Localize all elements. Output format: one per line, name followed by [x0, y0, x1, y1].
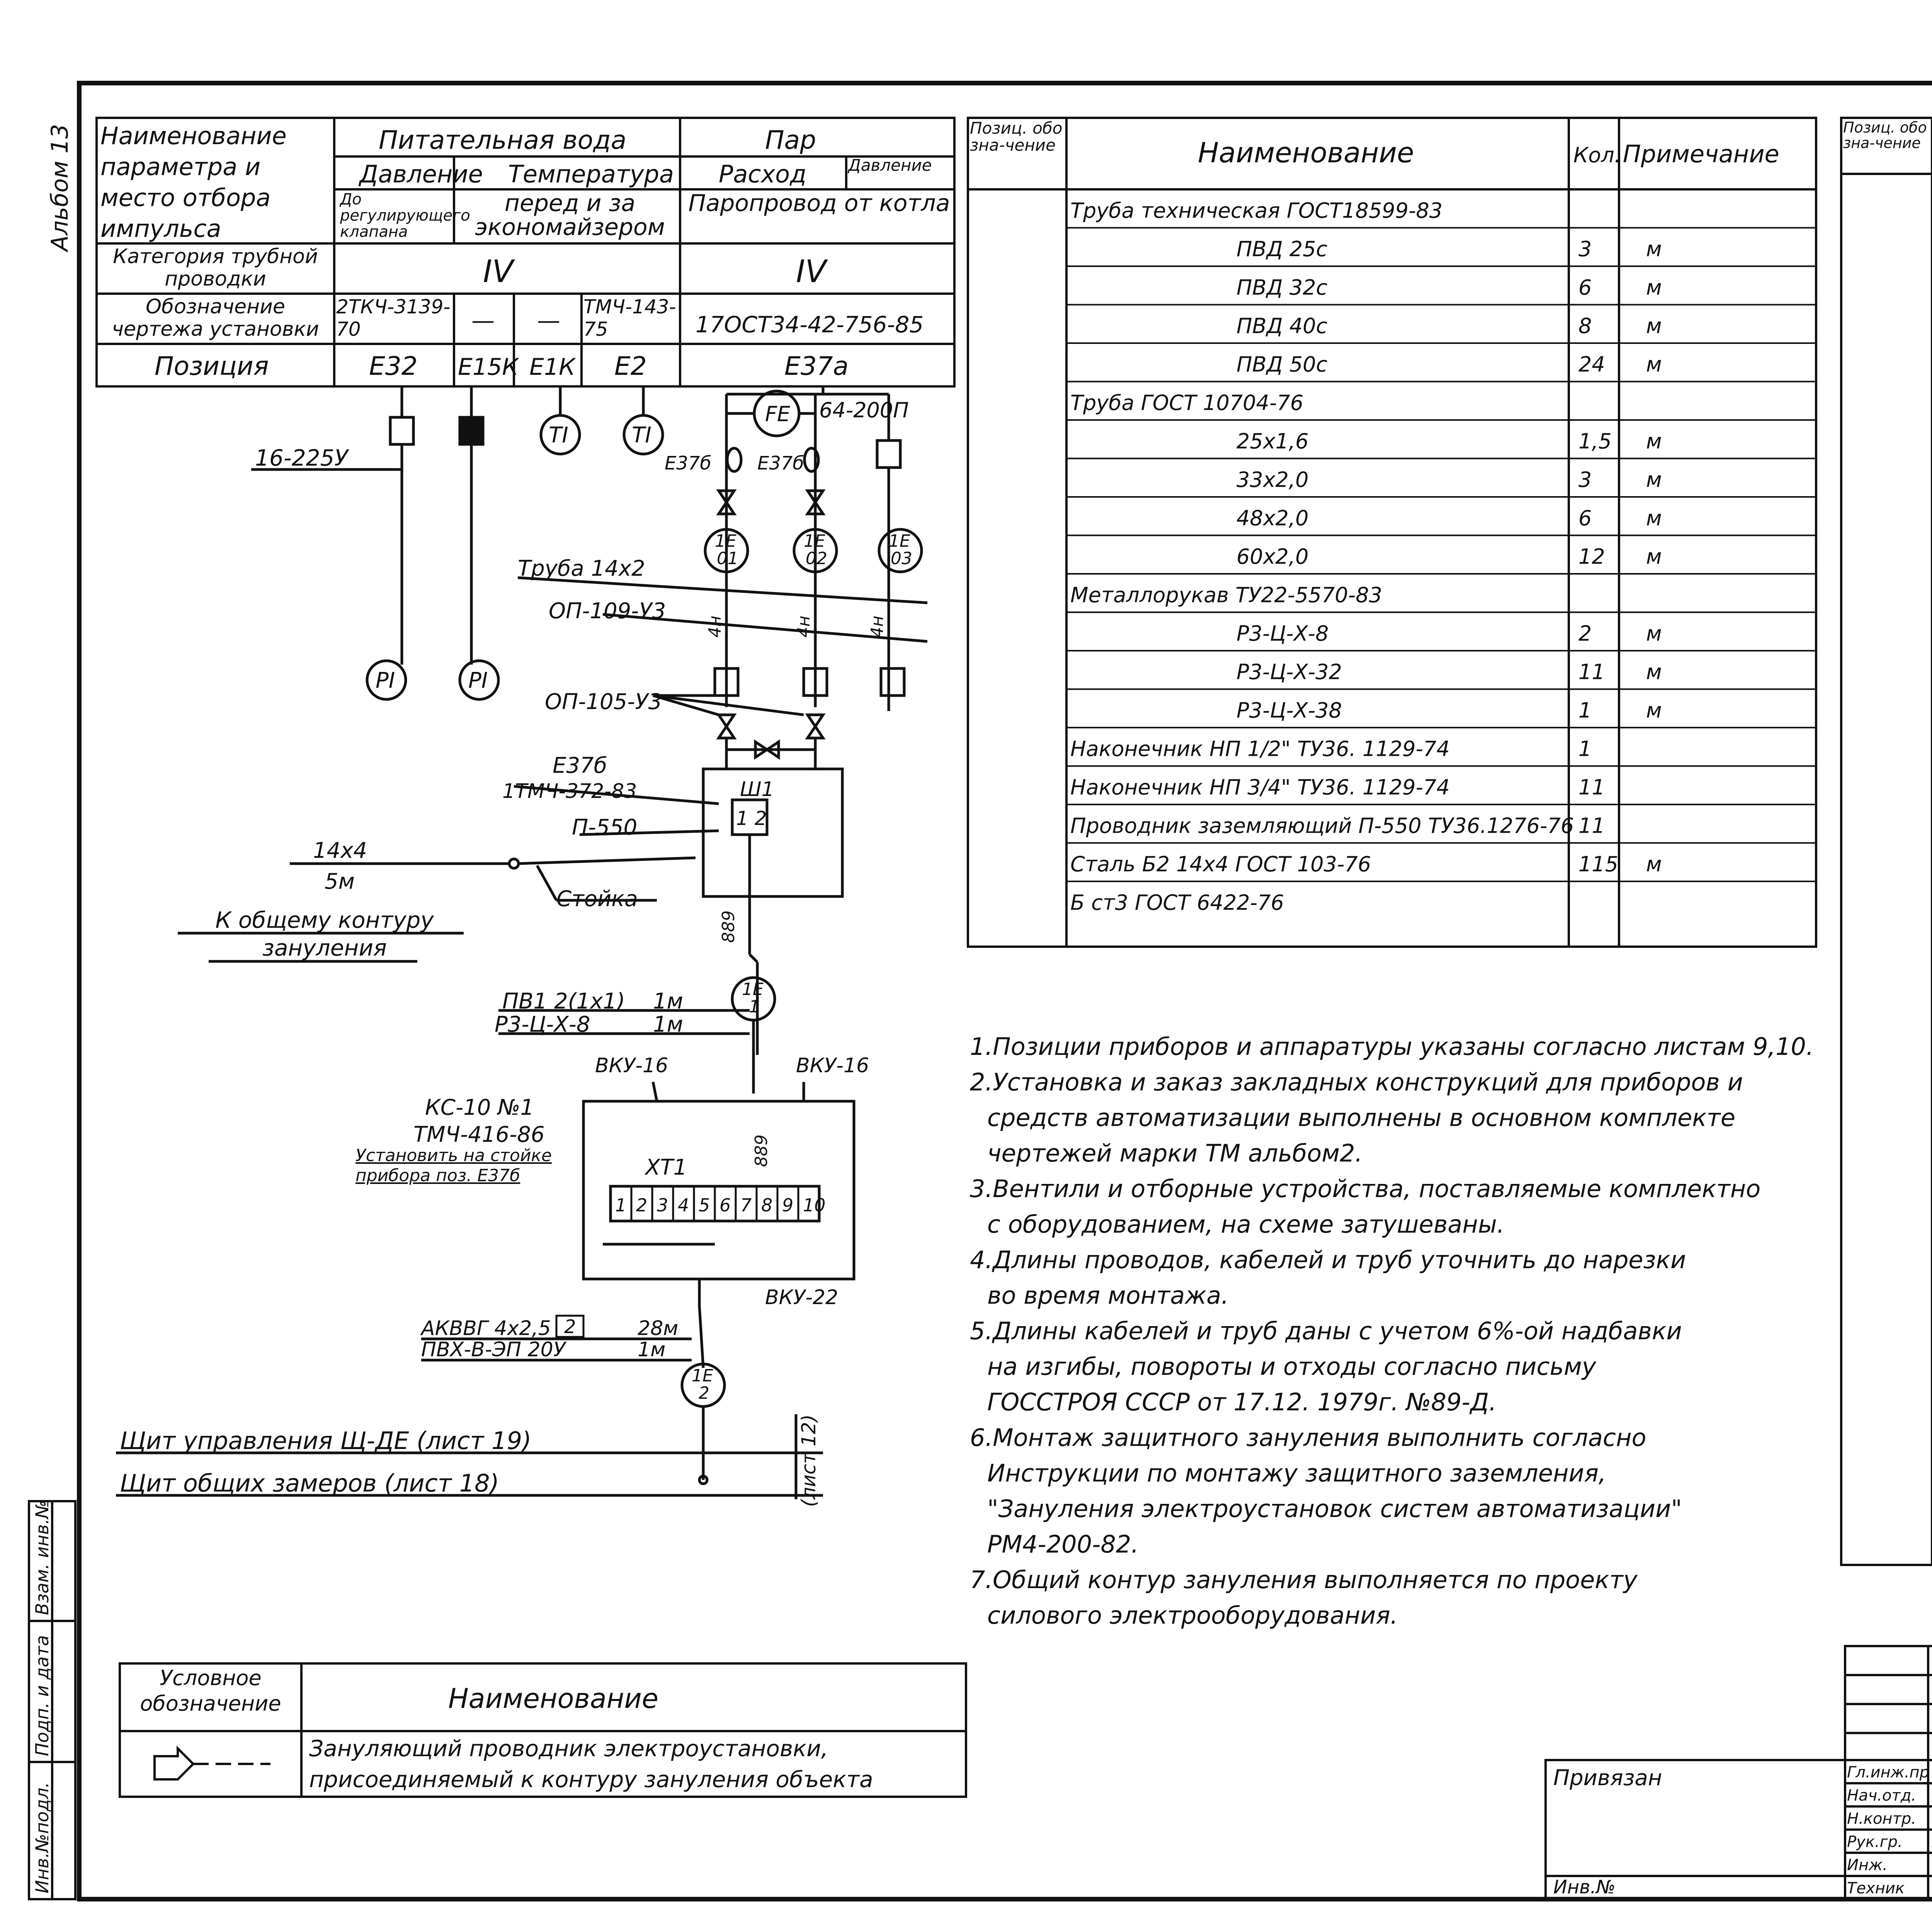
pv1-length: 1м — [653, 989, 683, 1014]
spec1-row-qty: 11 — [1578, 660, 1605, 684]
num-889-2: 889 — [752, 1134, 771, 1167]
terminal-number: 1 — [615, 1195, 627, 1216]
group-water: Питательная вода — [379, 125, 627, 155]
note-line: средств автоматизации выполнены в основном комплекте — [987, 1104, 1735, 1132]
r3-length: 1м — [653, 1012, 683, 1037]
legend-text-1: Зануляющий проводник электроустановки, — [309, 1735, 828, 1762]
spec1-row-note: м — [1646, 621, 1662, 646]
spec1-row-name: ПВД 40с — [1236, 314, 1328, 338]
tb-role: Рук.гр. — [1847, 1833, 1903, 1851]
terminal-number: 5 — [699, 1195, 710, 1216]
spec1-row-name: Наконечник НП 1/2" ТУ36. 1129-74 — [1070, 736, 1450, 761]
to-ground-label: К общему контуру зануления — [215, 907, 434, 961]
terminal-number: 7 — [740, 1195, 752, 1216]
ie-02-top: 1Е — [804, 531, 825, 551]
terminal-number: 10 — [803, 1195, 826, 1216]
note-line: ГОССТРОЯ СССР от 17.12. 1979г. №89-Д. — [987, 1388, 1497, 1416]
device-64-200p: 64-200П — [819, 398, 909, 422]
four-h-2: 4н — [794, 616, 814, 638]
ground-14x4: 14х4 — [313, 838, 367, 863]
ti-label-2: TI — [632, 423, 651, 448]
spec1-row-qty: 12 — [1578, 544, 1605, 569]
drawing-d2: — — [471, 307, 495, 334]
row-drawing: Обозначение чертежа установки — [112, 295, 319, 341]
drawing-d1: 2ТКЧ-3139-70 — [336, 296, 451, 340]
album-label: Альбом 13 — [46, 124, 73, 251]
pvh-length: 1м — [638, 1338, 666, 1361]
note-line: 4.Длины проводов, кабелей и труб уточнить до нарезки — [970, 1246, 1686, 1274]
e37b-label-2: Е37б — [757, 452, 804, 474]
spec1-row-qty: 11 — [1578, 775, 1605, 799]
r3-label: Р3-Ц-Х-8 — [495, 1012, 590, 1037]
stamp-replace: Взам. инв.№ — [32, 1500, 53, 1615]
spec1-row-note: м — [1646, 468, 1662, 492]
note-line: во время монтажа. — [987, 1281, 1229, 1310]
side-stamp-text — [32, 1500, 53, 1893]
num-889-1: 889 — [719, 910, 738, 943]
spec1-row-qty: 8 — [1578, 314, 1592, 338]
terminal-number: 4 — [678, 1195, 689, 1216]
note-line: на изгибы, повороты и отходы согласно письму — [987, 1352, 1596, 1381]
terminals-12: 1 2 — [736, 807, 767, 830]
spec1-row-qty: 115 — [1578, 852, 1619, 876]
pi-label-1: PI — [376, 668, 395, 693]
spec1-row-name: Р3-Ц-Х-38 — [1236, 698, 1342, 723]
ie-01-num: 01 — [717, 549, 738, 568]
spec1-row-name: ПВД 25с — [1236, 237, 1328, 261]
stoyka-label: Стойка — [556, 886, 638, 912]
col-temperature: Температура — [508, 160, 674, 188]
inv-number: Инв.№ — [1553, 1876, 1616, 1898]
spec1-row-name: ПВД 50с — [1236, 352, 1328, 377]
drawing-d3: — — [537, 307, 560, 334]
terminal-number: 3 — [657, 1195, 668, 1216]
ti-label-1: TI — [549, 423, 568, 448]
spec1-row-note: м — [1646, 544, 1662, 569]
note-line: с оборудованием, на схеме затушеваны. — [987, 1210, 1505, 1238]
legend-name-header: Наименование — [448, 1683, 658, 1714]
drawing-d4: ТМЧ-143-75 — [583, 296, 676, 340]
tb-role: Инж. — [1847, 1856, 1888, 1874]
spec1-row-note: м — [1646, 660, 1662, 684]
ie-2-top: 1Е — [692, 1366, 713, 1386]
spec1-row-name: ПВД 32с — [1236, 275, 1328, 300]
position-p4: Е2 — [614, 351, 647, 381]
pi-label-2: PI — [468, 668, 488, 693]
panel-ref: (лист 12) — [798, 1414, 820, 1507]
spec1-row-qty: 1,5 — [1578, 429, 1612, 454]
spec1-row-name: 33х2,0 — [1236, 468, 1309, 492]
box-tm: ТМЧ-416-86 — [413, 1122, 545, 1147]
privyazan: Привязан — [1553, 1765, 1662, 1791]
cabinet-e37b: Е37б — [553, 753, 607, 778]
spec1-row-name: Р3-Ц-Х-32 — [1236, 660, 1342, 684]
akvvg-length: 28м — [638, 1317, 679, 1340]
col-flow: Расход — [719, 160, 806, 188]
spec1-row-name: Проводник заземляющий П-550 ТУ36.1276-76 — [1070, 813, 1574, 838]
e37b-label-1: Е37б — [665, 452, 712, 474]
spec1-row-name: Металлорукав ТУ22-5570-83 — [1070, 583, 1383, 607]
legend-symbol-header: Условное обозначение — [140, 1666, 281, 1716]
schematic-labels — [120, 398, 912, 1507]
spec1-row-name: Наконечник НП 3/4" ТУ36. 1129-74 — [1070, 775, 1450, 799]
box-kc10: КС-10 №1 — [425, 1095, 534, 1120]
terminal-strip — [611, 1186, 826, 1221]
spec1-row-qty: 24 — [1578, 352, 1605, 377]
tb-role: Гл.инж.пр — [1847, 1764, 1930, 1781]
spec1-row-qty: 3 — [1578, 237, 1592, 261]
position-p5: Е37а — [784, 351, 849, 381]
note-line: 3.Вентили и отборные устройства, поставляемые комплектно — [970, 1175, 1761, 1203]
spec1-row-name: Сталь Б2 14х4 ГОСТ 103-76 — [1070, 852, 1371, 876]
spec1-row-name: Б ст3 ГОСТ 6422-76 — [1070, 890, 1284, 915]
vku16-left: ВКУ-16 — [595, 1054, 668, 1077]
position-p2: Е15К — [458, 354, 519, 381]
note-line: силового электрооборудования. — [987, 1601, 1398, 1629]
tube-14x2-label: Труба 14х2 — [518, 556, 645, 581]
note-line: 7.Общий контур зануления выполняется по проекту — [970, 1566, 1638, 1594]
spec1-row-name: Труба ГОСТ 10704-76 — [1070, 391, 1304, 415]
spec1-row-note: м — [1646, 352, 1662, 377]
spec1-row-note: м — [1646, 429, 1662, 454]
spec1-row-note: м — [1646, 314, 1662, 338]
param-table-text — [99, 121, 954, 381]
cabinet-1tm: 1ТМЧ-372-83 — [502, 780, 637, 803]
group-steam: Пар — [765, 125, 816, 155]
col-pressure2: Давление — [848, 156, 932, 175]
category-steam: IV — [796, 253, 827, 289]
spec1-row-note: м — [1646, 852, 1662, 876]
row-category: Категория трубной проводки — [113, 245, 318, 291]
ie-2-num: 2 — [699, 1383, 709, 1403]
spec1-row-note: м — [1646, 275, 1662, 300]
ie-03-top: 1Е — [889, 531, 910, 551]
spec1-row-name: Р3-Ц-Х-8 — [1236, 621, 1329, 646]
col-pressure: Давление — [359, 160, 483, 188]
four-h-1: 4н — [705, 616, 725, 638]
spec1-row-note: м — [1646, 506, 1662, 531]
note-line: "Зануления электроустановок систем автоматизации" — [987, 1495, 1682, 1523]
terminal-number: 2 — [636, 1195, 648, 1216]
spec1-name-header: Наименование — [1198, 136, 1414, 169]
legend-text — [122, 1665, 873, 1793]
op109-label: ОП-109-У3 — [549, 599, 666, 624]
fe-label: FE — [765, 402, 791, 426]
note-line: 2.Установка и заказ закладных конструкций для приборов и — [970, 1068, 1743, 1096]
spec1-row-qty: 1 — [1578, 736, 1592, 761]
terminal-number: 9 — [782, 1195, 794, 1216]
akvvg-count: 2 — [564, 1316, 576, 1338]
legend-text-2: присоединяемый к контуру зануления объекта — [309, 1766, 873, 1793]
sh1-label: Ш1 — [740, 778, 774, 801]
spec1-row-name: 60х2,0 — [1236, 544, 1309, 569]
note-line: РМ4-200-82. — [987, 1530, 1139, 1558]
p550-label: П-550 — [572, 815, 638, 840]
row-position: Позиция — [155, 351, 269, 381]
akvvg-label: АКВВГ 4х2,5 — [421, 1317, 551, 1340]
spec-table-2-header — [1843, 120, 1932, 172]
param-header-name: Наименование параметра и место отбора импульса — [100, 122, 287, 243]
stamp-inv: Инв.№подл. — [32, 1782, 53, 1893]
spec1-row-qty: 3 — [1578, 468, 1592, 492]
steam-point: Паропровод от котла — [688, 190, 950, 217]
spec1-row-note: м — [1646, 237, 1662, 261]
spec1-row-qty: 6 — [1578, 506, 1592, 531]
note-line: 5.Длины кабелей и труб даны с учетом 6%-ой надбавки — [970, 1317, 1682, 1345]
spec1-row-name: 25х1,6 — [1236, 429, 1309, 454]
panel-control: Щит управления Щ-ДЕ (лист 19) — [120, 1427, 532, 1455]
spec1-row-note: м — [1646, 698, 1662, 723]
category-water: IV — [483, 253, 514, 289]
spec1-row-qty: 1 — [1578, 698, 1592, 723]
note-line: 1.Позиции приборов и аппаратуры указаны согласно листам 9,10. — [970, 1032, 1814, 1061]
pv1-label: ПВ1 2(1х1) — [502, 989, 625, 1014]
note-line: чертежей марки ТМ альбом2. — [987, 1139, 1363, 1167]
panel-measure: Щит общих замеров (лист 18) — [120, 1469, 499, 1497]
spec1-note-header: Примечание — [1623, 140, 1779, 168]
spec-table-1-header — [970, 120, 1779, 187]
position-p1: Е32 — [369, 351, 418, 381]
spec1-row-qty: 2 — [1578, 621, 1592, 646]
ie-02-num: 02 — [806, 549, 827, 568]
water-pressure-point: До регулирующего клапана — [340, 190, 470, 241]
vku16-right: ВКУ-16 — [796, 1054, 869, 1077]
tb-role: Нач.отд. — [1847, 1787, 1917, 1804]
water-temperature-point: перед и за экономайзером — [475, 190, 665, 241]
spec1-pos-header: Позиц. обозна-чение — [970, 119, 1063, 155]
terminal-number: 8 — [761, 1195, 773, 1216]
box-mount-note: Установить на стойке прибора поз. Е37б — [355, 1146, 552, 1185]
pvh-label: ПВХ-В-ЭП 20У — [421, 1338, 566, 1361]
stamp-sign: Подп. и дата — [32, 1635, 53, 1756]
notes-block — [970, 1032, 1814, 1629]
spec1-row-qty: 11 — [1578, 813, 1605, 838]
ground-5m: 5м — [325, 869, 355, 894]
spec-table-2 — [1841, 118, 1932, 1565]
tb-role: Н.контр. — [1847, 1810, 1916, 1828]
spec1-row-qty: 6 — [1578, 275, 1592, 300]
tb-role: Техник — [1847, 1879, 1905, 1897]
ie-03-num: 03 — [891, 549, 912, 568]
device-16-225u: 16-225У — [255, 445, 348, 471]
vku22-label: ВКУ-22 — [765, 1286, 838, 1309]
spec1-row-name: 48х2,0 — [1236, 506, 1309, 531]
spec1-qty-header: Кол. — [1573, 143, 1621, 167]
spec2-pos-header: Позиц. обозна-чение — [1843, 119, 1927, 151]
xt1-label: ХТ1 — [645, 1155, 687, 1180]
note-line: 6.Монтаж защитного зануления выполнить согласно — [970, 1423, 1646, 1452]
ie-1-top: 1Е — [742, 980, 764, 999]
drawing-d5: 17ОСТ34-42-756-85 — [696, 311, 924, 338]
op105-label: ОП-105-У3 — [545, 689, 662, 714]
spec1-row-name: Труба техническая ГОСТ18599-83 — [1070, 198, 1443, 223]
four-h-3: 4н — [867, 616, 887, 638]
note-line: Инструкции по монтажу защитного заземления, — [987, 1459, 1606, 1487]
spec1-rows — [1066, 199, 1816, 915]
position-p3: Е1К — [529, 354, 575, 381]
terminal-number: 6 — [719, 1195, 731, 1216]
ie-01-top: 1Е — [715, 531, 736, 551]
ie-1-num: 1 — [749, 997, 760, 1017]
